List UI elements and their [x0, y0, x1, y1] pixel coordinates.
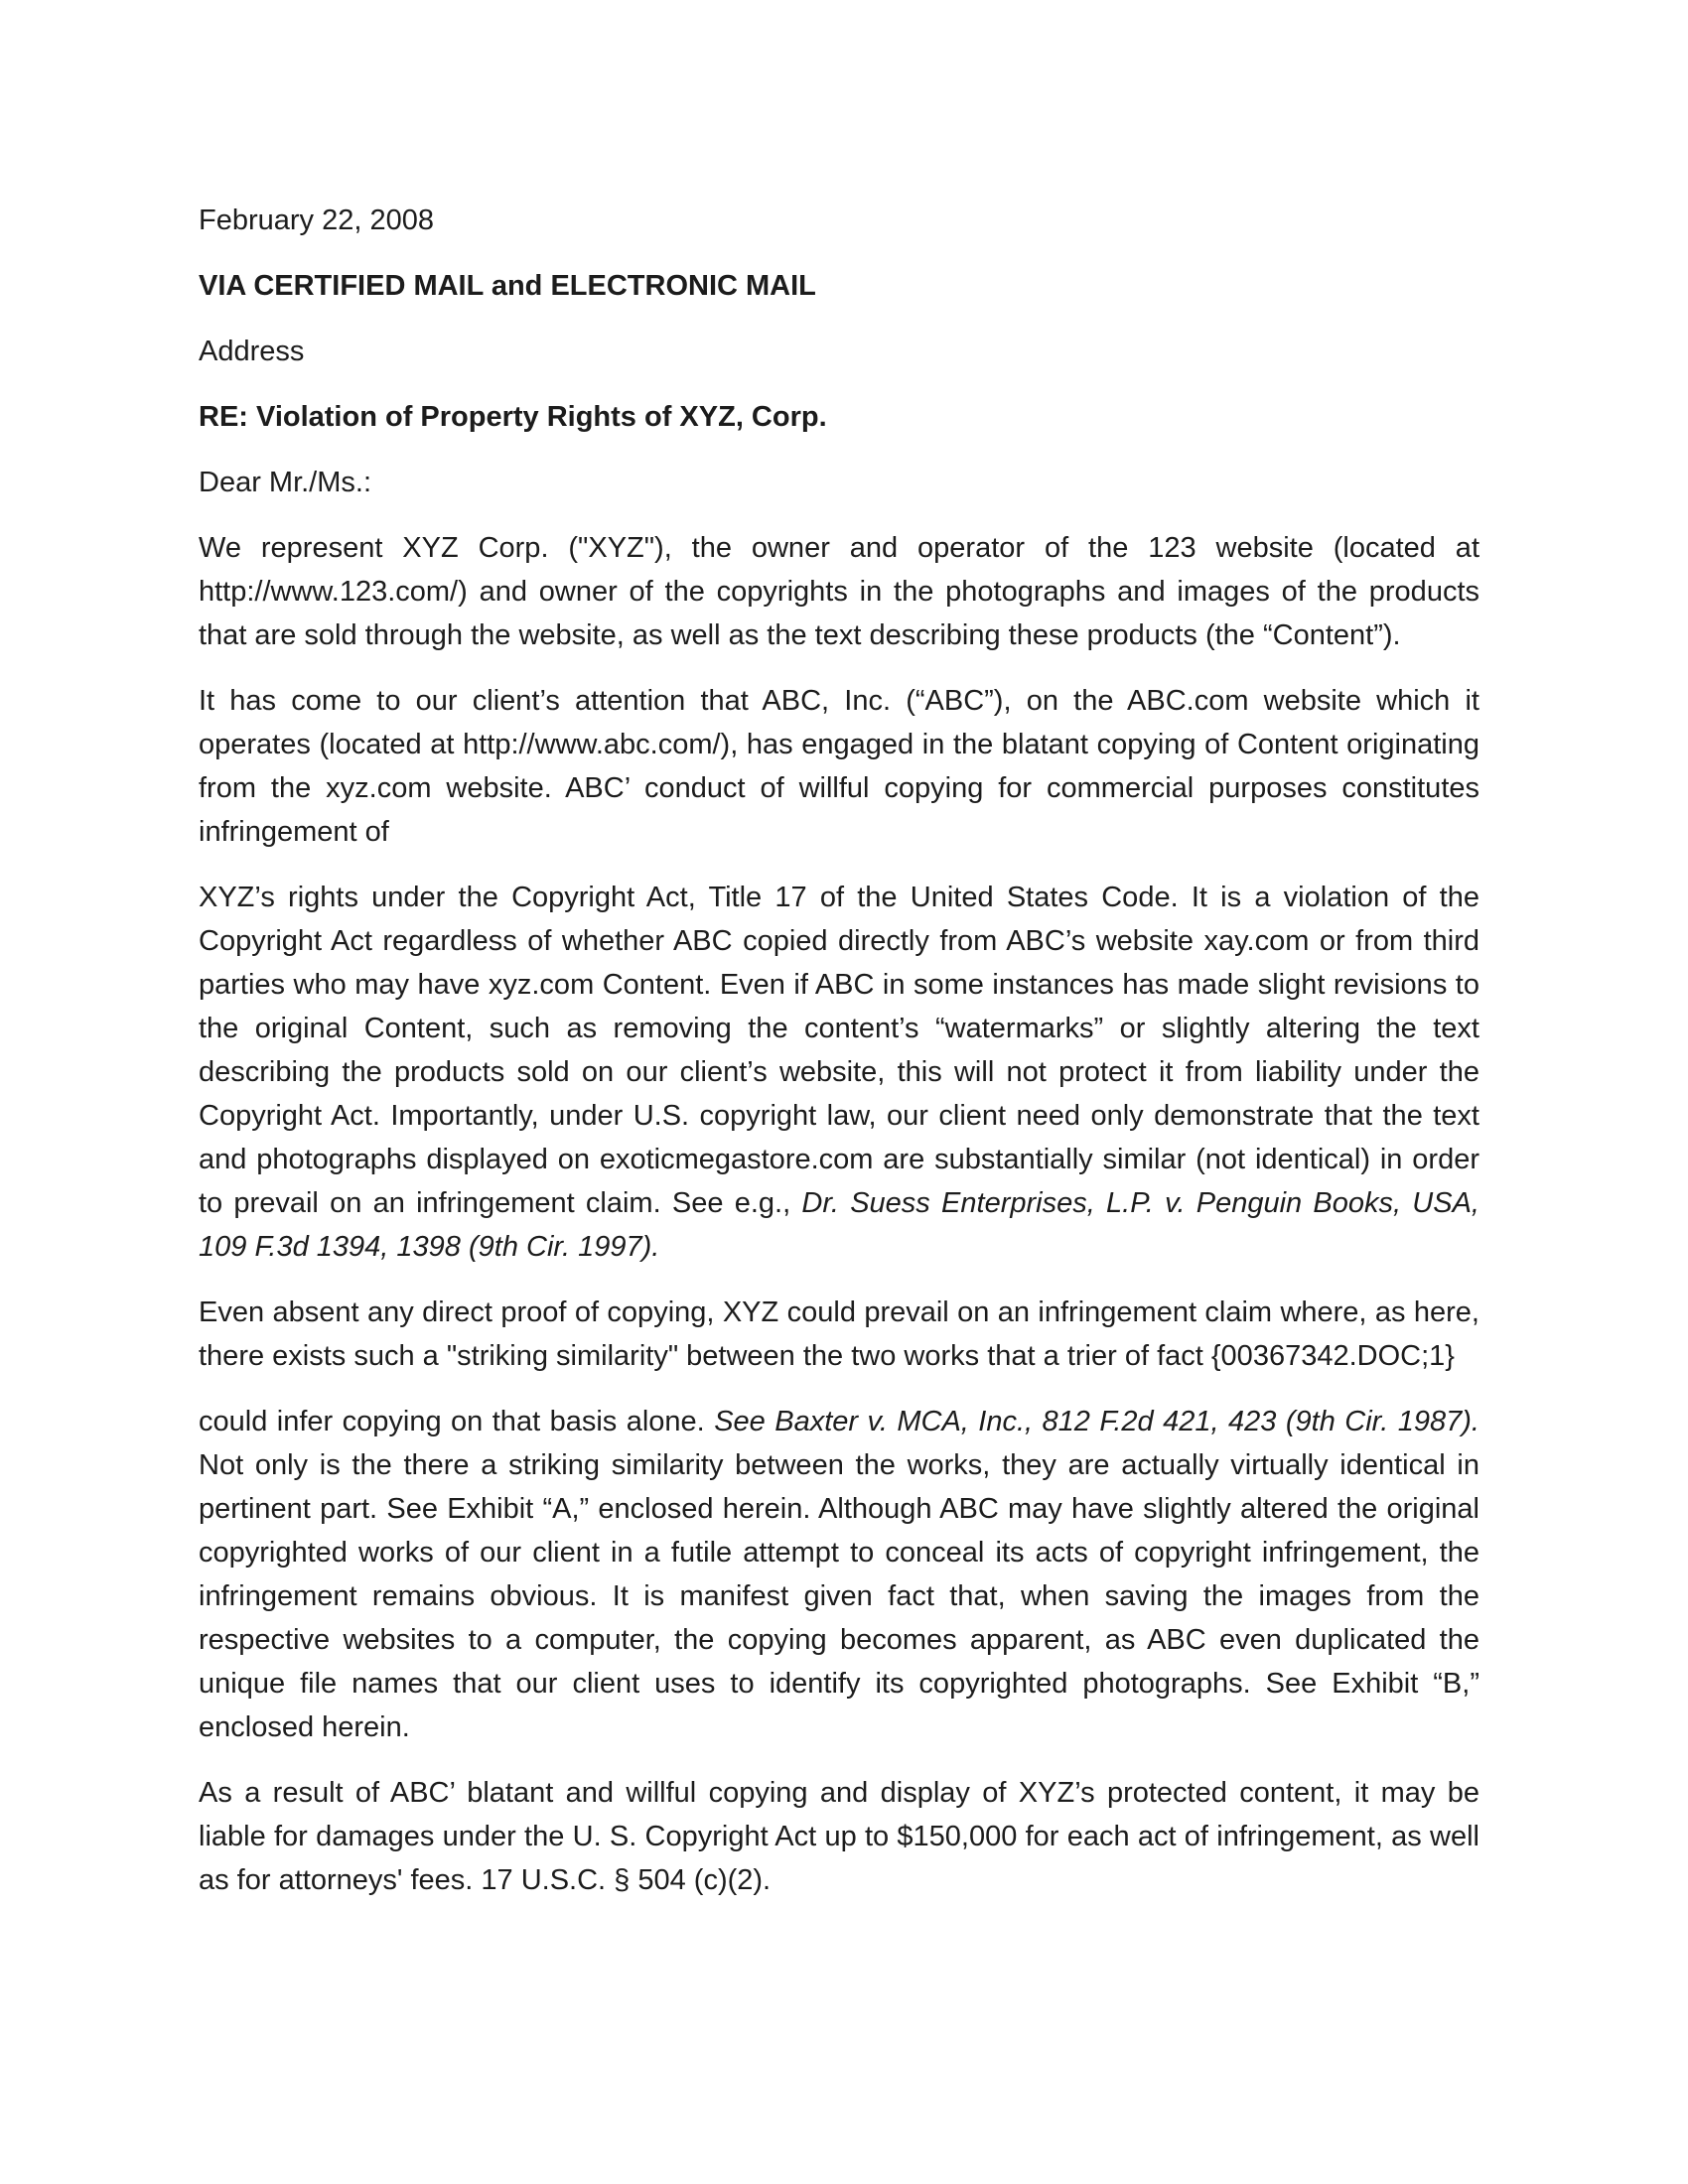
case-citation: See Baxter v. MCA, Inc., 812 F.2d 421, 423 (9th Cir. 1987).	[714, 1406, 1479, 1437]
letter-date: February 22, 2008	[199, 205, 434, 236]
paragraph-copying-evidence	[199, 1400, 1479, 1749]
address-block: Address	[199, 336, 305, 367]
paragraph-copyright-rights	[199, 876, 1479, 1269]
paragraph-damages: As a result of ABC’ blatant and willful copying and display of XYZ’s protected content, it may be liable for damages under the U. S. Copyright Act up to $150,000 for each act of infringement, as well as for attorneys' fees. 17 U.S.C. § 504 (c)(2).	[199, 1777, 1479, 1896]
paragraph-text: Not only is the there a striking similarity between the works, they are actually virtually identical in pertinent part. See Exhibit “A,” enclosed herein. Although ABC may have slightly altered the original copyrighted works of our client in a futile attempt to conceal its acts of copyright infringement, the infringement remains obvious. It is manifest given fact that, when saving the images from the respective websites to a computer, the copying becomes apparent, as ABC even duplicated the unique file names that our client uses to identify its copyrighted photographs. See Exhibit “B,” enclosed herein.	[199, 1449, 1479, 1743]
delivery-method: VIA CERTIFIED MAIL and ELECTRONIC MAIL	[199, 270, 816, 302]
paragraph-text: could infer copying on that basis alone.	[199, 1406, 715, 1437]
paragraph-striking-similarity: Even absent any direct proof of copying, XYZ could prevail on an infringement claim where, as here, there exists such a "striking similarity" between the two works that a trier of fact {00367342.DOC;1}	[199, 1297, 1479, 1372]
letter-page	[199, 199, 1479, 1924]
subject-line: RE: Violation of Property Rights of XYZ, Corp.	[199, 401, 827, 433]
paragraph-representation: We represent XYZ Corp. ("XYZ"), the owner and operator of the 123 website (located at http://www.123.com/) and owner of the copyrights in the photographs and images of the products that are sold through the website, as well as the text describing these products (the “Content”).	[199, 532, 1479, 651]
paragraph-text: XYZ’s rights under the Copyright Act, Title 17 of the United States Code. It is a violation of the Copyright Act regardless of whether ABC copied directly from ABC’s website xay.com or from third parties who may have xyz.com Content. Even if ABC in some instances has made slight revisions to the original Content, such as removing the content’s “watermarks” or slightly altering the text describing the products sold on our client’s website, this will not protect it from liability under the Copyright Act. Importantly, under U.S. copyright law, our client need only demonstrate that the text and photographs displayed on exoticmegastore.com are substantially similar (not identical) in order to prevail on an infringement claim. See e.g.,	[199, 882, 1479, 1219]
paragraph-infringement-notice: It has come to our client’s attention that ABC, Inc. (“ABC”), on the ABC.com website which it operates (located at http://www.abc.com/), has engaged in the blatant copying of Content originating from the xyz.com website. ABC’ conduct of willful copying for commercial purposes constitutes infringement of	[199, 685, 1479, 848]
salutation: Dear Mr./Ms.:	[199, 467, 372, 498]
case-citation: Dr. Suess Enterprises, L.P. v. Penguin Books, USA, 109 F.3d 1394, 1398 (9th Cir. 1997).	[199, 1187, 1479, 1263]
